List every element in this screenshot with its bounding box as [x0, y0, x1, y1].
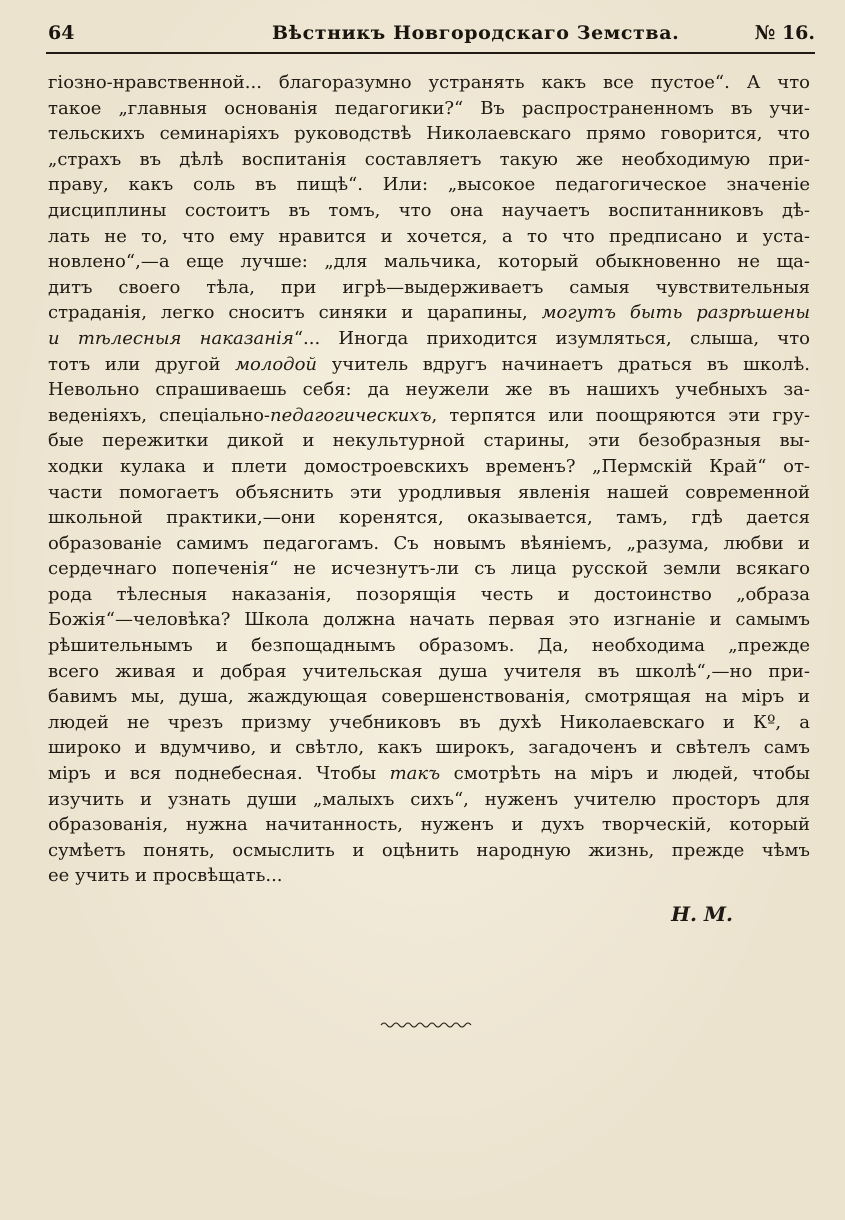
issue-number: № 16.: [754, 22, 815, 44]
text-line: [48, 812, 810, 838]
text-line: [48, 70, 810, 96]
text-segment: міръ и вся поднебесная. Чтобы: [48, 763, 390, 785]
text-line: [48, 761, 810, 787]
text-segment: гіозно-нравственной... благоразумно устранять какъ все пустое“. А что: [48, 72, 810, 93]
text-segment: ее учить и просвѣщать...: [48, 865, 283, 887]
italic-phrase: могутъ быть разрѣшены: [541, 302, 810, 324]
text-line: [48, 121, 810, 147]
text-segment: учитель вдругъ начинаетъ драться въ школѣ.: [317, 353, 810, 375]
text-segment: новлено“,—а еще лучше: „для мальчика, который обыкновенно не ща-: [48, 251, 810, 273]
text-segment: ходки кулака и плети домостроевскихъ временъ? „Пермскій Край“ от-: [48, 455, 810, 477]
text-segment: бые пережитки дикой и некультурной старины, эти безобразныя вы-: [48, 430, 810, 452]
text-line: [48, 787, 810, 813]
text-line: [48, 480, 810, 506]
text-segment: „страхъ въ дѣлѣ воспитанія составляетъ такую же необходимую при-: [48, 148, 810, 170]
page-header: [48, 22, 815, 50]
text-line: [48, 582, 810, 608]
author-signature: Н. М.: [671, 902, 733, 926]
text-line: [48, 838, 810, 864]
text-line: [48, 428, 810, 454]
text-line: [48, 300, 810, 326]
text-segment: тельскихъ семинаріяхъ руководствѣ Николаевскаго прямо говорится, что: [48, 123, 810, 145]
text-segment: Невольно спрашиваешь себя: да неужели же въ нашихъ учебныхъ за-: [48, 379, 810, 401]
text-segment: праву, какъ соль въ пищѣ“. Или: „высокое педагогическое значеніе: [48, 174, 810, 196]
text-line: [48, 172, 810, 198]
text-segment: дитъ своего тѣла, при игрѣ—выдерживаетъ самыя чувствительныя: [48, 276, 810, 298]
text-segment: рода тѣлесныя наказанія, позорящія честь и достоинство „образа: [48, 583, 810, 605]
text-segment: всего живая и добрая учительская душа учителя въ школѣ“,—но при-: [48, 660, 810, 682]
italic-phrase: такъ: [389, 763, 441, 785]
text-line: [48, 633, 810, 659]
text-segment: веденіяхъ, спеціально-: [48, 404, 271, 426]
text-segment: , терпятся или поощряются эти гру-: [431, 404, 811, 426]
text-segment: сердечнаго попеченія“ не исчезнутъ-ли съ лица русской земли всякаго: [48, 558, 810, 580]
text-segment: широко и вдумчиво, и свѣтло, какъ широкъ, загадоченъ и свѣтелъ самъ: [48, 737, 810, 759]
text-segment: Божія“—человѣка? Школа должна начать первая это изгнаніе и самымъ: [48, 609, 810, 631]
text-line: [48, 710, 810, 736]
italic-phrase: педагогическихъ: [270, 404, 432, 426]
text-line: [48, 607, 810, 633]
italic-phrase: молодой: [235, 353, 318, 375]
text-segment: рѣшительнымъ и безпощаднымъ образомъ. Да, необходима „прежде: [48, 635, 810, 657]
text-line: [48, 556, 810, 582]
text-segment: тотъ или другой: [48, 353, 236, 375]
text-line: [48, 249, 810, 275]
text-segment: людей не чрезъ призму учебниковъ въ духѣ Николаевскаго и Кº, а: [48, 711, 810, 733]
text-line: [48, 735, 810, 761]
header-rule: [46, 52, 815, 54]
text-segment: страданія, легко сноситъ синяки и царапины,: [48, 302, 542, 324]
text-segment: такое „главныя основанія педагогики?“ Въ распространенномъ въ учи-: [48, 97, 810, 119]
text-line: [48, 352, 810, 378]
text-line: [48, 377, 810, 403]
text-line: [48, 684, 810, 710]
text-segment: образованіе самимъ педагогамъ. Съ новымъ вѣяніемъ, „разума, любви и: [48, 532, 810, 554]
text-line: [48, 454, 810, 480]
text-line: [48, 326, 810, 352]
text-line: [48, 147, 810, 173]
text-segment: дисциплины состоитъ въ томъ, что она научаетъ воспитанниковъ дѣ-: [48, 199, 810, 221]
text-segment: образованія, нужна начитанность, нуженъ и духъ творческій, который: [48, 814, 810, 836]
page-number: 64: [48, 22, 75, 44]
text-line: [48, 505, 810, 531]
italic-phrase: и тѣлесныя наказанія: [48, 327, 294, 349]
text-segment: изучить и узнать души „малыхъ сихъ“, нуженъ учителю просторъ для: [48, 788, 810, 810]
text-segment: лать не то, что ему нравится и хочется, а то что предписано и уста-: [48, 225, 810, 247]
text-segment: “... Иногда приходится изумляться, слыша, что: [293, 327, 810, 349]
text-line: [48, 275, 810, 301]
text-line: [48, 198, 810, 224]
text-segment: части помогаетъ объяснить эти уродливыя явленія нашей современной: [48, 481, 810, 503]
wavy-divider: [380, 1020, 474, 1030]
journal-title: Вѣстникъ Новгородскаго Земства.: [272, 22, 680, 44]
article-body: [48, 70, 810, 889]
text-segment: школьной практики,—они коренятся, оказывается, тамъ, гдѣ дается: [48, 507, 810, 529]
text-line: [48, 96, 810, 122]
text-line: [48, 659, 810, 685]
text-line: [48, 224, 810, 250]
text-line: [48, 863, 810, 889]
text-line: [48, 531, 810, 557]
text-segment: бавимъ мы, душа, жаждующая совершенствованія, смотрящая на міръ и: [48, 686, 810, 708]
text-segment: сумѣетъ понять, осмыслить и оцѣнить народную жизнь, прежде чѣмъ: [48, 839, 810, 861]
text-line: [48, 403, 810, 429]
text-segment: смотрѣть на міръ и людей, чтобы: [440, 763, 810, 785]
